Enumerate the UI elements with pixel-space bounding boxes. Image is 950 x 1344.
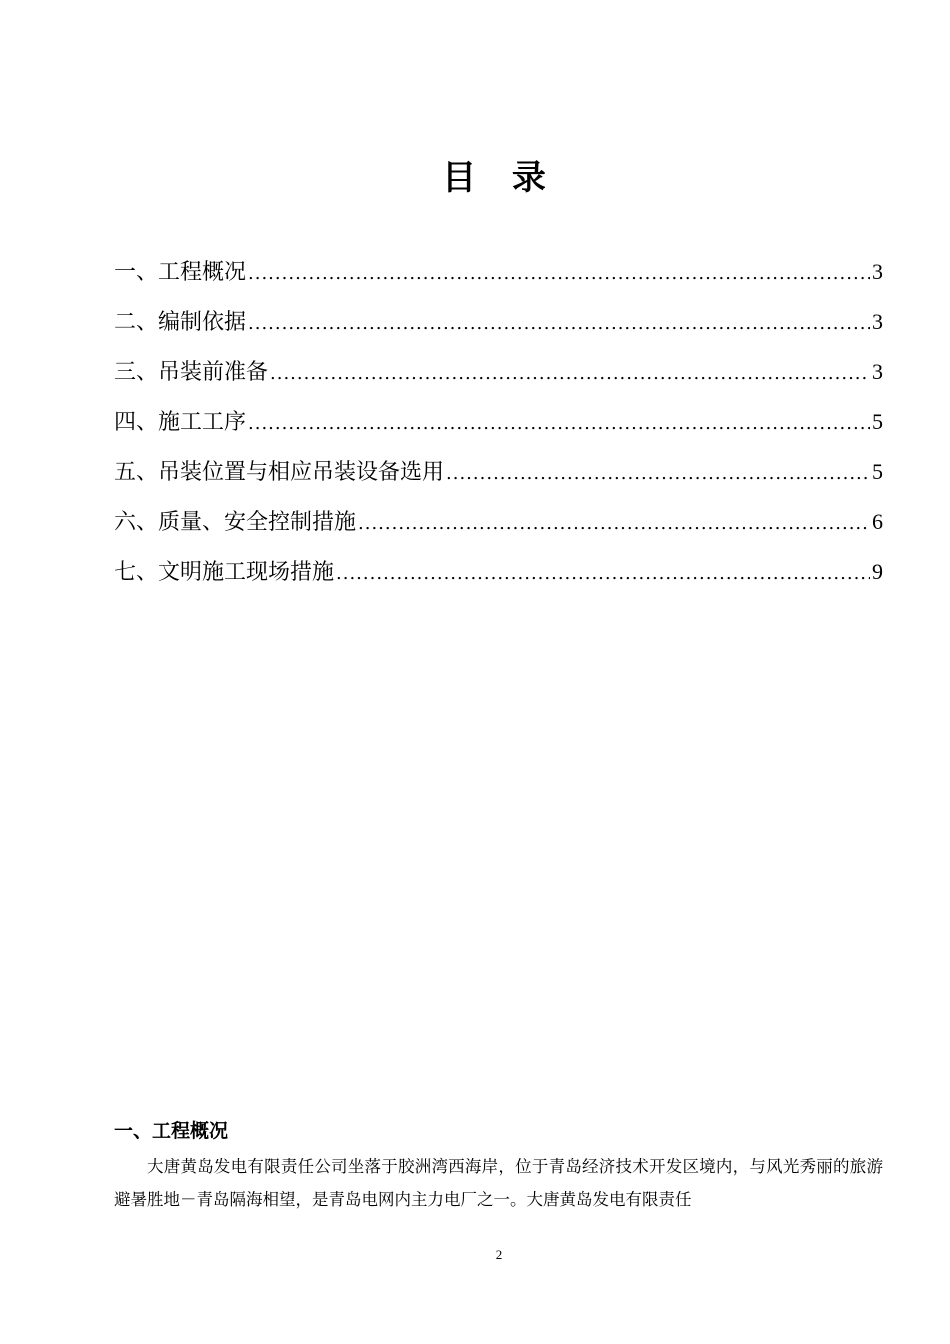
toc-entry-label: 三、吊装前准备 xyxy=(114,360,269,385)
toc-entry-page: 3 xyxy=(872,359,883,384)
toc-entry-page: 5 xyxy=(872,409,883,434)
toc-entry-label: 四、施工工序 xyxy=(114,410,247,435)
toc-entry-label: 五、吊装位置与相应吊装设备选用 xyxy=(114,460,445,485)
toc-entry-label: 七、文明施工现场措施 xyxy=(114,560,335,585)
toc-dot-leader xyxy=(336,554,870,594)
toc-entry[interactable] xyxy=(114,352,883,402)
toc-entry-label: 二、编制依据 xyxy=(114,310,247,335)
toc-entry[interactable] xyxy=(114,252,883,302)
toc-dot-leader xyxy=(248,304,870,344)
toc-entry[interactable] xyxy=(114,552,883,602)
toc-dot-leader xyxy=(358,504,870,544)
toc-entry[interactable] xyxy=(114,402,883,452)
toc-entry-label: 一、工程概况 xyxy=(114,260,247,285)
toc-entry-page: 3 xyxy=(872,309,883,334)
toc-entry-page: 3 xyxy=(872,259,883,284)
section-heading: 一、工程概况 xyxy=(114,1120,229,1142)
toc-entry[interactable] xyxy=(114,452,883,502)
toc-entry[interactable] xyxy=(114,502,883,552)
toc-dot-leader xyxy=(248,254,870,294)
toc-entry-label: 六、质量、安全控制措施 xyxy=(114,510,357,535)
toc-list xyxy=(114,252,883,602)
toc-entry[interactable] xyxy=(114,302,883,352)
toc-entry-page: 9 xyxy=(872,559,883,584)
toc-dot-leader xyxy=(270,354,870,394)
body-paragraph: 大唐黄岛发电有限责任公司坐落于胶洲湾西海岸，位于青岛经济技术开发区境内，与风光秀丽的旅游避暑胜地－青岛隔海相望，是青岛电网内主力电厂之一。大唐黄岛发电有限责任 xyxy=(114,1157,883,1209)
toc-title: 目 录 xyxy=(442,158,558,198)
toc-dot-leader xyxy=(446,454,870,494)
toc-dot-leader xyxy=(248,404,870,444)
page-number: 2 xyxy=(495,1247,503,1262)
toc-entry-page: 5 xyxy=(872,459,883,484)
toc-entry-page: 6 xyxy=(872,509,883,534)
